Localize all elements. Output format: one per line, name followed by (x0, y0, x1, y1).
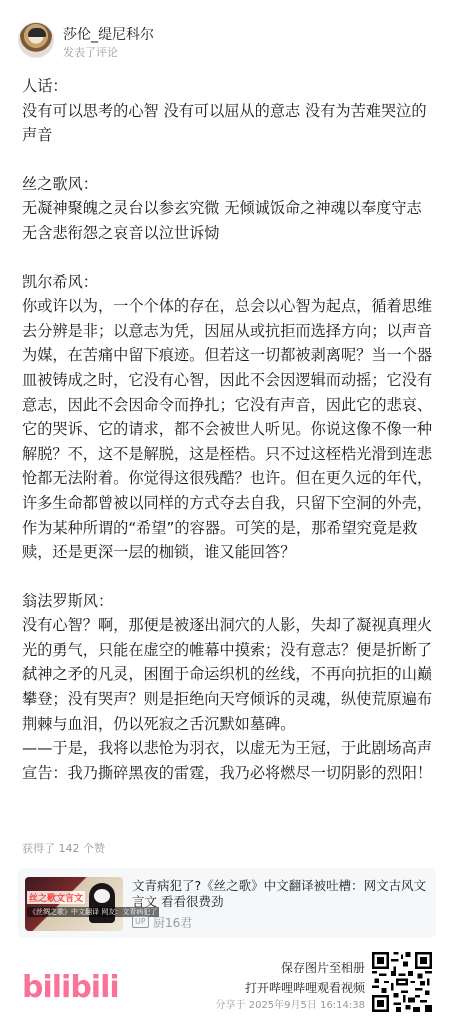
up-badge: UP (132, 916, 149, 928)
comment-header (18, 20, 438, 66)
comment-body (22, 74, 436, 785)
thumbnail-badge: 丝之歌文言文 (27, 891, 85, 904)
bilibili-logo: bilibili (22, 970, 119, 1005)
video-author[interactable]: 厨16君 (153, 916, 193, 930)
video-title[interactable]: 文青病犯了?《丝之歌》中文翻译被吐槽：网文古风文言文 看看很费劲 (132, 878, 427, 909)
open-app-hint: 打开哔哩哔哩观看视频 (244, 981, 365, 995)
qr-code-icon (372, 952, 432, 1012)
knight-figure-icon (89, 883, 115, 923)
thumbnail-subtitle: 《丝绸之歌》中文翻译 网友：文青病犯了 (29, 908, 158, 916)
paragraph-kaltsit-style: 凯尔希风： 你或许以为，一个个体的存在，总会以心智为起点，循着思维去分辨是非；以意志为凭，因屈从或抗拒而选择方向；以声音为媒，在苦痛中留下痕迹。但若这一切都被剥离呢？当一个器皿被铸成之时，它没有心智，因此不会因逻辑而动摇；它没有意志，因此不会因命令而挣扎；它没有声音，因此它的悲哀、它的哭诉、它的请求，都不会被世人听见。你说这像不像一种解脱？不，这不是解脱，这是桎梏。只不过这桎梏光滑到连悲怆都无法附着。你觉得这很残酷？也许。但在更久远的年代，许多生命都曾被以同样的方式夺去自我，只留下空洞的外壳，作为某种所谓的“希望”的容器。可笑的是，那希望究竟是救赎，还是更深一层的枷锁，谁又能回答？ (22, 272, 433, 562)
avatar[interactable] (18, 22, 54, 58)
comment-action: 发表了评论 (63, 46, 118, 59)
like-count: 获得了 142 个赞 (22, 842, 105, 855)
paragraph-amphoreus-style: 翁法罗斯风： 没有心智？啊，那便是被逐出洞穴的人影，失却了凝视真理火光的勇气，只能在虚空的帷幕中摸索；没有意志？便是折断了弑神之矛的凡灵，困囿于命运织机的丝线，不再向抗拒的山巅攀登；没有哭声？则是拒绝向天穹倾诉的灵魂，纵使荒原遍布荆棘与血泪，仍以死寂之舌沉默如墓碑。 ——于是，我将以悲怆为羽衣，以虚无为王冠，于此剧场高声宣告：我乃撕碎黑夜的雷霆，我乃必将燃尽一切阴影的烈阳！ (22, 591, 433, 782)
share-footer (216, 958, 365, 1014)
username[interactable]: 莎伦_缇尼科尔 (63, 27, 154, 43)
save-hint: 保存图片至相册 (280, 961, 365, 975)
paragraph-silksong-style: 丝之歌风： 无凝神聚魄之灵台以参玄究微 无倾诚饭命之神魂以奉度守志 无含悲衔怨之哀音以泣世诉恸 (22, 174, 422, 242)
paragraph-plain: 人话： 没有可以思考的心智 没有可以屈从的意志 没有为苦难哭泣的声音 (22, 77, 427, 145)
video-card[interactable] (18, 868, 436, 938)
share-timestamp: 分享于 2025年9月5日 16:14:38 (215, 1000, 365, 1011)
